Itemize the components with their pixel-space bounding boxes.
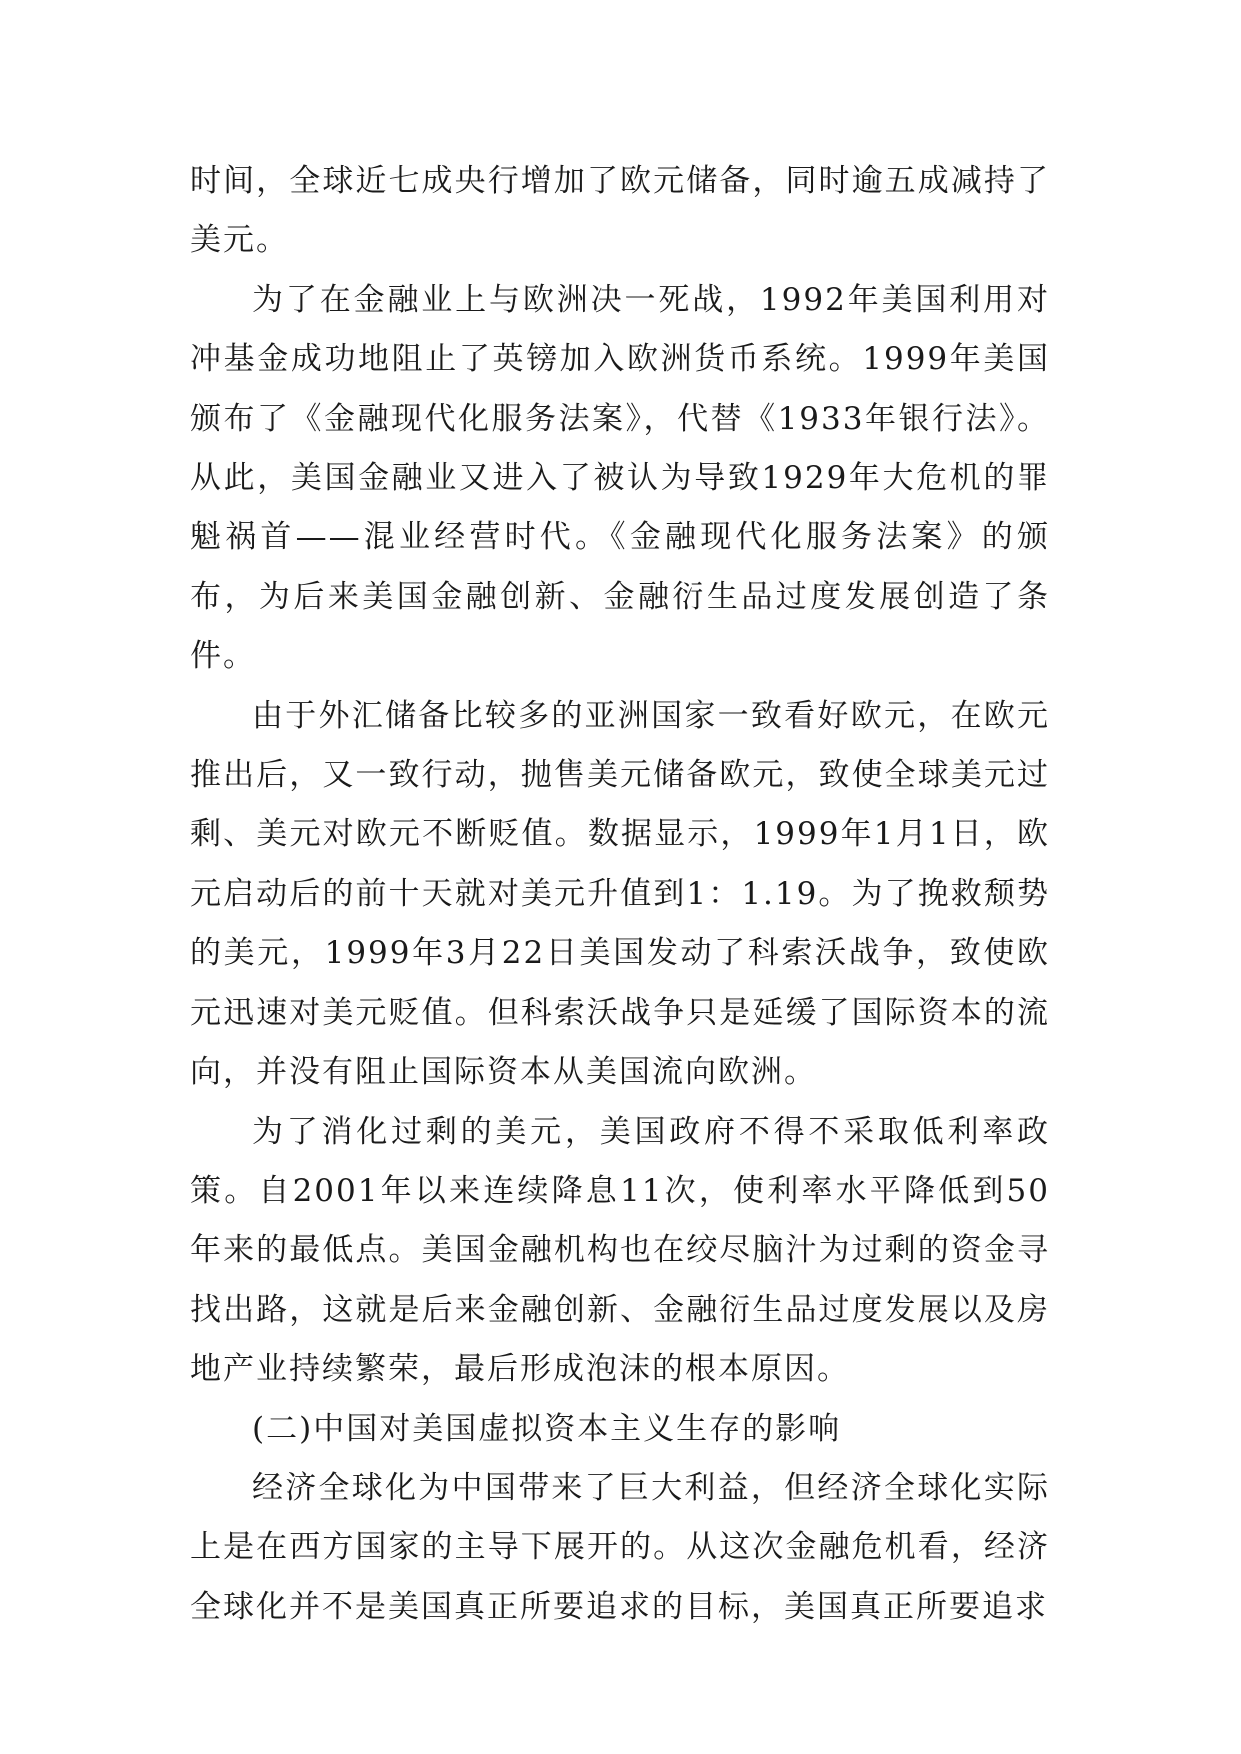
paragraph-euro-appreciation: 由于外汇储备比较多的亚洲国家一致看好欧元，在欧元推出后，又一致行动，抛售美元储备欧元，致使全球美元过剩、美元对欧元不断贬值。数据显示，1999年1月1日，欧元启动后的前十天就对美元升值到1：1.19。为了挽救颓势的美元，1999年3月22日美国发动了科索沃战争，致使欧元迅速对美元贬值。但科索沃战争只是延缓了国际资本的流向，并没有阻止国际资本从美国流向欧洲。 — [190, 697, 1050, 1091]
paragraph-globalization: 经济全球化为中国带来了巨大利益，但经济全球化实际上是在西方国家的主导下展开的。从这次金融危机看，经济全球化并不是美国真正所要追求的目标，美国真正所要追求 — [190, 1469, 1050, 1625]
paragraph-low-interest-policy: 为了消化过剩的美元，美国政府不得不采取低利率政策。自2001年以来连续降息11次，使利率水平降低到50年来的最低点。美国金融机构也在绞尽脑汁为过剩的资金寻找出路，这就是后来金融创新、金融衍生品过度发展以及房地产业持续繁荣，最后形成泡沫的根本原因。 — [190, 1113, 1050, 1388]
paragraph-financial-battle: 为了在金融业上与欧洲决一死战，1992年美国利用对冲基金成功地阻止了英镑加入欧洲货币系统。1999年美国颁布了《金融现代化服务法案》，代替《1933年银行法》。从此，美国金融业又进入了被认为导致1929年大危机的罪魁祸首——混业经营时代。《金融现代化服务法案》的颁布，为后来美国金融创新、金融衍生品过度发展创造了条件。 — [190, 281, 1050, 675]
document-body — [190, 152, 1050, 1637]
section-heading-china-influence: (二)中国对美国虚拟资本主义生存的影响 — [252, 1410, 842, 1447]
paragraph-continuation: 时间，全球近七成央行增加了欧元储备，同时逾五成减持了美元。 — [190, 163, 1050, 259]
